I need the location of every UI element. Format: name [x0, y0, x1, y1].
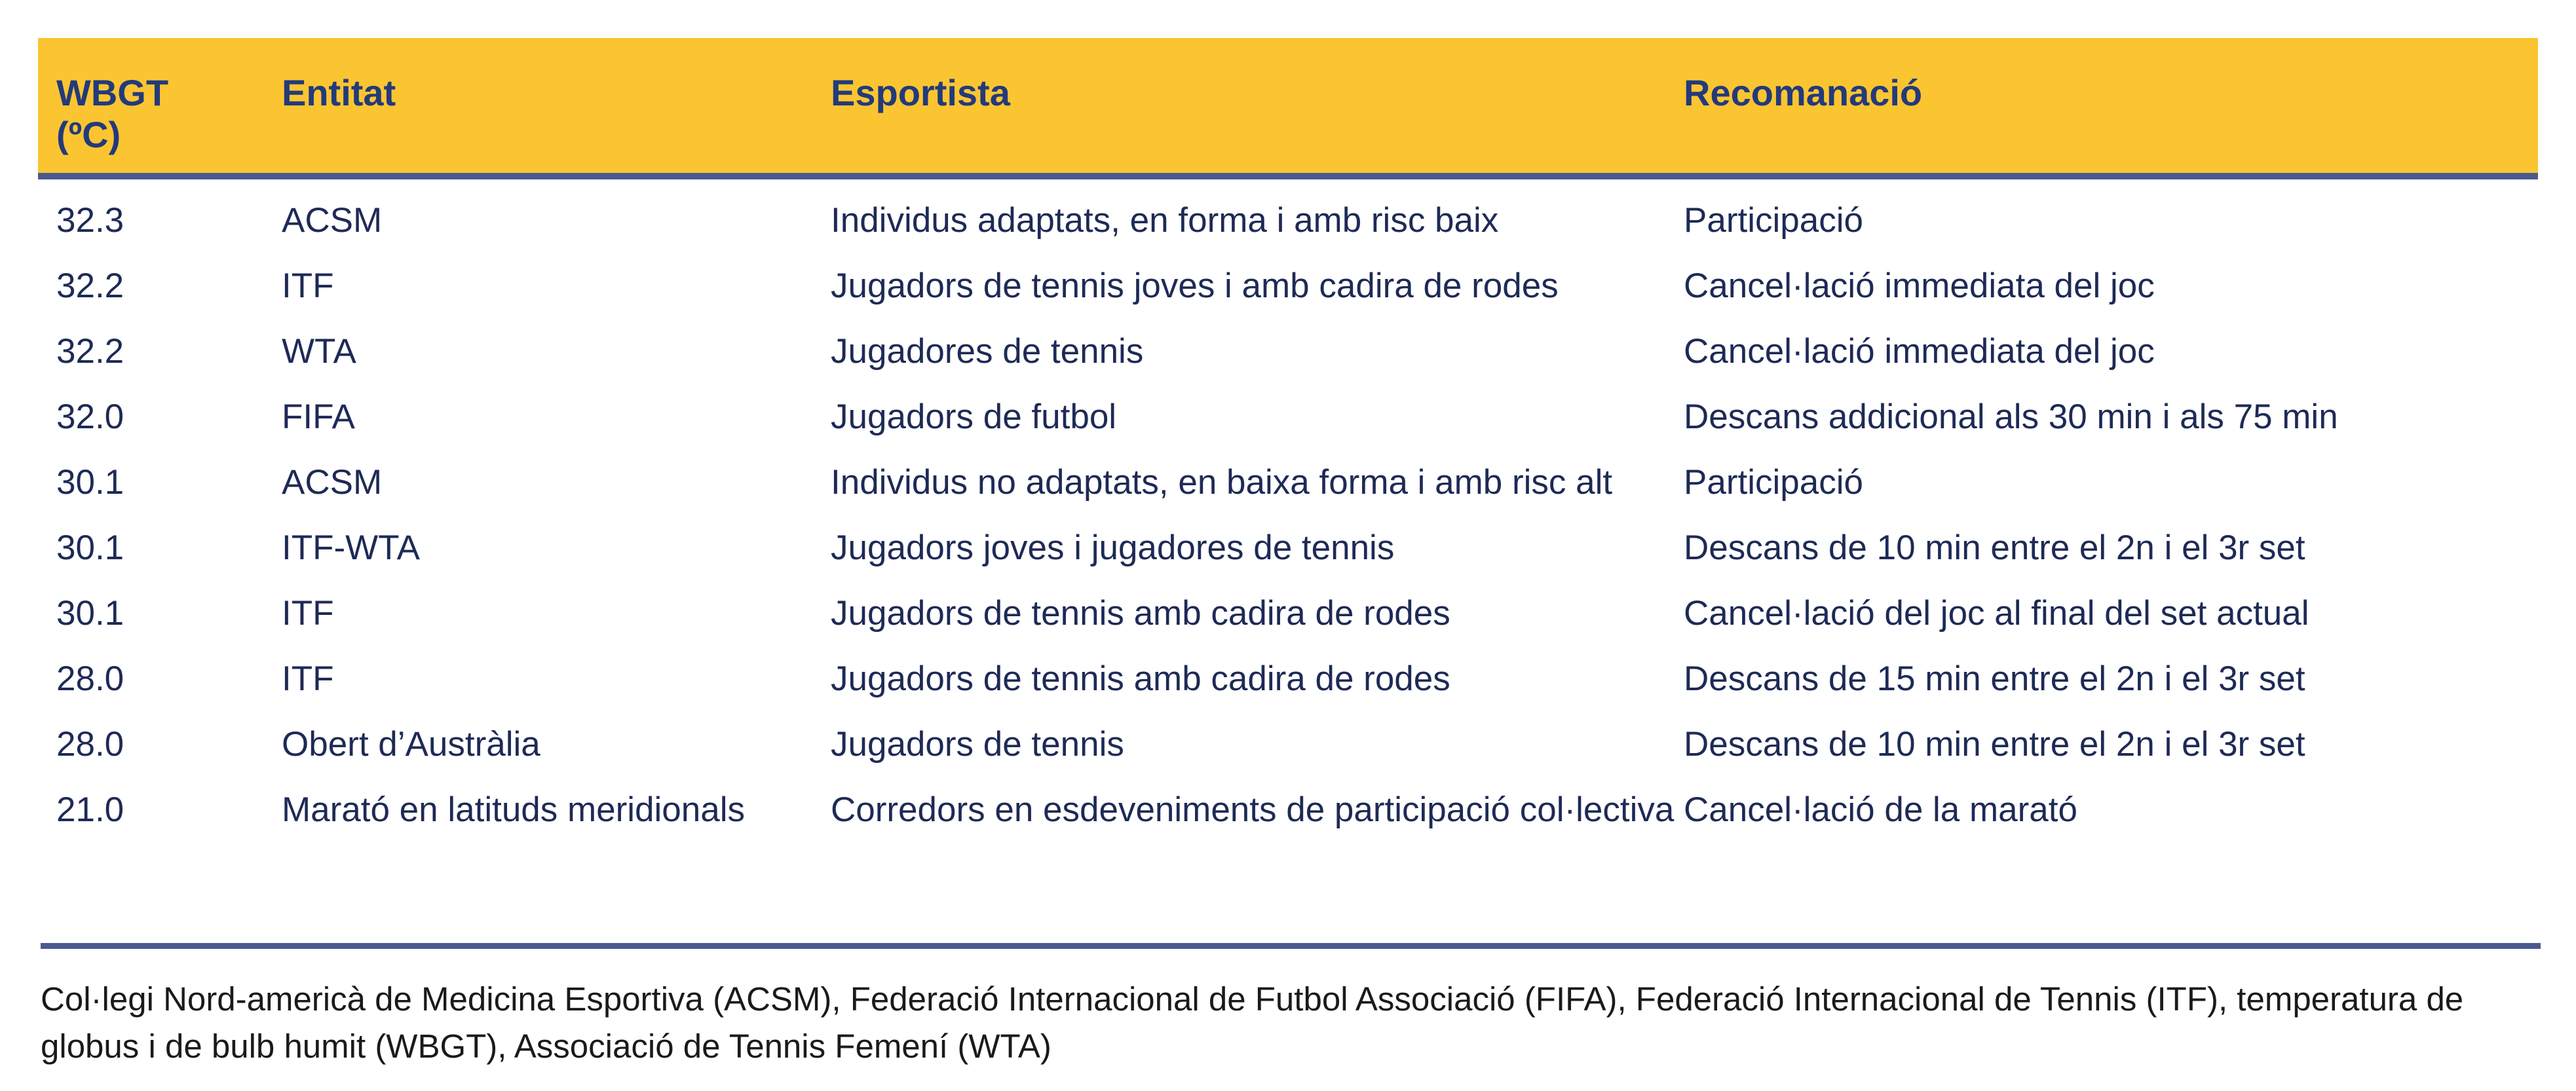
table-row: [38, 396, 2538, 461]
cell-esportista: Corredors en esdeveniments de participació col·lectiva: [831, 790, 1675, 829]
cell-esportista: Jugadors de tennis amb cadira de rodes: [831, 659, 1450, 698]
cell-wbgt: 30.1: [56, 594, 124, 633]
cell-esportista: Individus adaptats, en forma i amb risc baix: [831, 201, 1499, 240]
cell-esportista: Jugadors de tennis amb cadira de rodes: [831, 594, 1450, 633]
header-recomanacio: Recomanació: [1684, 72, 1923, 113]
cell-entitat: ACSM: [282, 463, 383, 502]
cell-recomanacio: Participació: [1684, 201, 1863, 240]
cell-esportista: Jugadors joves i jugadores de tennis: [831, 528, 1395, 567]
cell-entitat: ITF: [282, 267, 334, 305]
cell-wbgt: 32.2: [56, 267, 124, 305]
cell-wbgt: 32.2: [56, 332, 124, 371]
cell-wbgt: 28.0: [56, 659, 124, 698]
cell-wbgt: 28.0: [56, 725, 124, 764]
cell-recomanacio: Descans de 15 min entre el 2n i el 3r set: [1684, 659, 2305, 698]
cell-wbgt: 32.3: [56, 201, 124, 240]
cell-wbgt: 30.1: [56, 528, 124, 567]
cell-wbgt: 32.0: [56, 398, 124, 436]
cell-wbgt: 21.0: [56, 790, 124, 829]
table-body: [38, 199, 2538, 880]
header-wbgt: WBGT (ºC): [56, 72, 169, 155]
table-row: [38, 199, 2538, 265]
table-header: [38, 38, 2538, 179]
table-row: [38, 330, 2538, 396]
cell-entitat: ITF: [282, 659, 334, 698]
cell-esportista: Jugadors de futbol: [831, 398, 1117, 436]
table-row: [38, 265, 2538, 330]
header-esportista: Esportista: [831, 72, 1010, 113]
cell-recomanacio: Participació: [1684, 463, 1863, 502]
table-row: [38, 461, 2538, 527]
cell-entitat: ITF-WTA: [282, 528, 420, 567]
cell-recomanacio: Descans de 10 min entre el 2n i el 3r set: [1684, 528, 2305, 567]
cell-entitat: FIFA: [282, 398, 355, 436]
footnote: Col·legi Nord-americà de Medicina Esportiva (ACSM), Federació Internacional de Futbol Associació (FIFA), Federació Internacional de Tennis (ITF), temperatura de globus i de bulb humit (WBGT), Associació de Tennis Femení (WTA): [41, 980, 2464, 1065]
table-row: [38, 527, 2538, 592]
cell-entitat: ACSM: [282, 201, 383, 240]
cell-entitat: ITF: [282, 594, 334, 633]
table-row: [38, 592, 2538, 657]
cell-esportista: Jugadors de tennis: [831, 725, 1124, 764]
cell-esportista: Individus no adaptats, en baixa forma i amb risc alt: [831, 463, 1613, 502]
cell-recomanacio: Cancel·lació immediata del joc: [1684, 267, 2155, 305]
cell-recomanacio: Cancel·lació immediata del joc: [1684, 332, 2155, 371]
cell-esportista: Jugadores de tennis: [831, 332, 1144, 371]
cell-recomanacio: Cancel·lació del joc al final del set actual: [1684, 594, 2309, 633]
cell-recomanacio: Descans addicional als 30 min i als 75 min: [1684, 398, 2338, 436]
table-row: [38, 657, 2538, 723]
bottom-rule: [41, 943, 2541, 949]
cell-recomanacio: Descans de 10 min entre el 2n i el 3r set: [1684, 725, 2305, 764]
recommendation-table: [38, 38, 2538, 880]
cell-entitat: WTA: [282, 332, 356, 371]
header-entitat: Entitat: [282, 72, 396, 113]
table-row: [38, 788, 2538, 880]
cell-entitat: Marató en latituds meridionals: [282, 790, 746, 829]
cell-wbgt: 30.1: [56, 463, 124, 502]
cell-recomanacio: Cancel·lació de la marató: [1684, 790, 2077, 829]
cell-entitat: Obert d’Austràlia: [282, 725, 540, 764]
table-row: [38, 723, 2538, 788]
cell-esportista: Jugadors de tennis joves i amb cadira de rodes: [831, 267, 1559, 305]
